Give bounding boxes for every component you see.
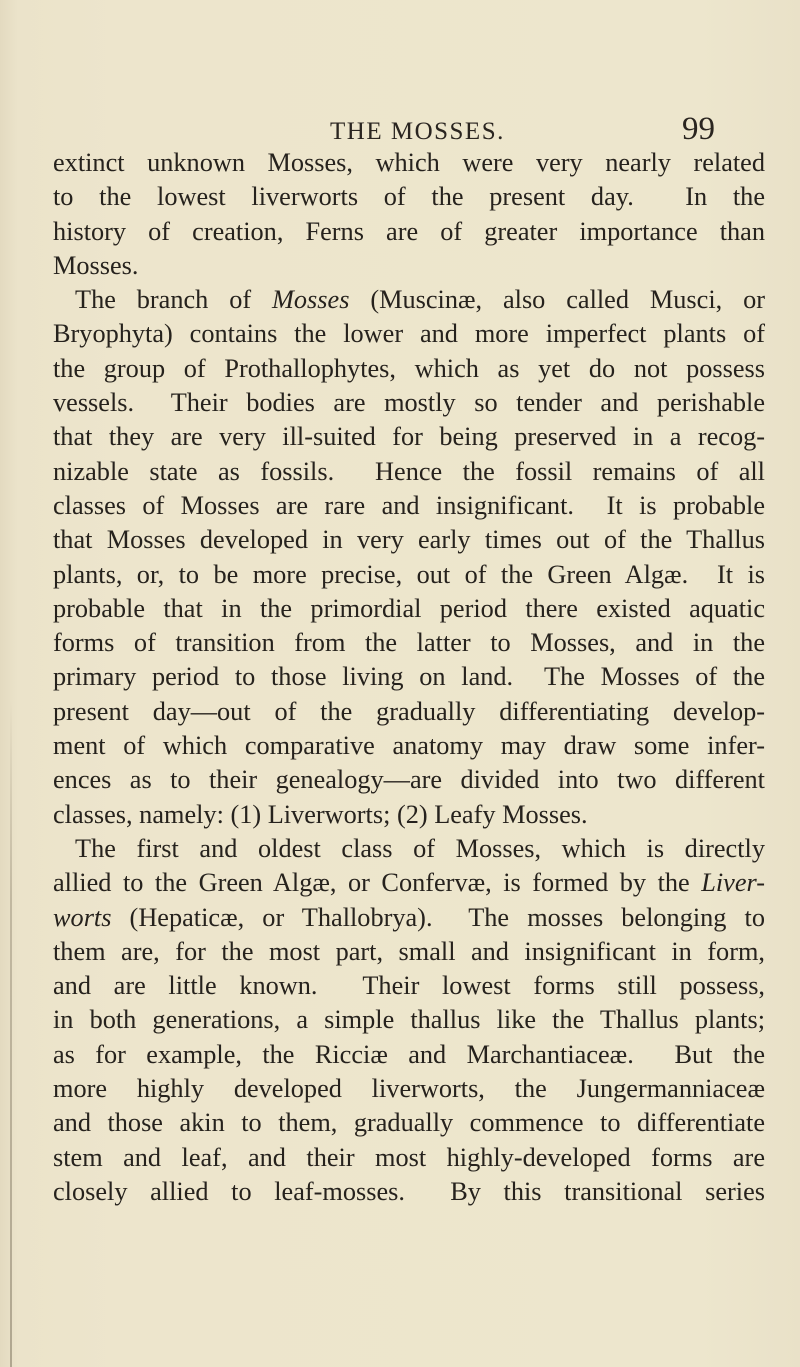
text-segment: as for example, the Ricciæ and Marchantiaceæ. But the	[53, 1039, 765, 1069]
text-segment: ences as to their genealogy—are divided into two different	[53, 765, 765, 795]
text-segment: Bryophyta) contains the lower and more imperfect plants of	[53, 319, 765, 349]
text-segment: forms of transition from the latter to Mosses, and in the	[53, 628, 765, 658]
text-segment: closely allied to leaf-mosses. By this transitional series	[53, 1176, 765, 1206]
text-segment: the group of Prothallophytes, which as yet do not possess	[53, 353, 765, 383]
text-segment: that they are very ill-suited for being preserved in a recog-	[53, 422, 765, 452]
text-line	[53, 866, 765, 900]
text-segment: classes, namely: (1) Liverworts; (2) Leafy Mosses.	[53, 799, 588, 829]
text-line	[53, 798, 765, 832]
text-segment: stem and leaf, and their most highly-developed forms are	[53, 1142, 765, 1172]
text-line	[53, 1072, 765, 1106]
text-segment: them are, for the most part, small and insignificant in form,	[53, 936, 765, 966]
text-line	[53, 901, 765, 935]
text-line	[53, 352, 765, 386]
page-gutter-shadow	[10, 700, 12, 1367]
text-segment: in both generations, a simple thallus like the Thallus plants;	[53, 1005, 765, 1035]
text-segment: primary period to those living on land. The Mosses of the	[53, 662, 765, 692]
text-segment: ment of which comparative anatomy may draw some infer-	[53, 731, 765, 761]
text-segment: nizable state as fossils. Hence the fossil remains of all	[53, 456, 765, 486]
text-line	[53, 489, 765, 523]
text-segment: extinct unknown Mosses, which were very nearly related	[53, 148, 765, 177]
text-line	[53, 832, 765, 866]
text-line	[53, 215, 765, 249]
body-text	[53, 146, 765, 1209]
text-line	[53, 1141, 765, 1175]
text-line	[53, 386, 765, 420]
text-line	[53, 592, 765, 626]
text-segment: to the lowest liverworts of the present day. In the	[53, 182, 765, 212]
text-line	[53, 558, 765, 592]
text-line	[53, 935, 765, 969]
text-segment: history of creation, Ferns are of greater importance than	[53, 216, 765, 246]
italic-term: Mosses	[272, 285, 350, 315]
text-line	[53, 729, 765, 763]
text-line	[53, 249, 765, 283]
text-line	[53, 695, 765, 729]
text-segment: Mosses.	[53, 250, 139, 280]
text-segment: vessels. Their bodies are mostly so tender and perishable	[53, 388, 765, 418]
text-line	[53, 1175, 765, 1209]
italic-term: worts	[53, 902, 112, 932]
text-segment: classes of Mosses are rare and insignificant. It is probable	[53, 490, 765, 520]
text-line	[53, 763, 765, 797]
text-segment: (Muscinæ, also called Musci, or	[349, 285, 765, 315]
text-line	[53, 660, 765, 694]
text-line	[53, 146, 765, 180]
text-segment: that Mosses developed in very early times out of the Thallus	[53, 525, 765, 555]
text-segment: present day—out of the gradually differentiating develop-	[53, 696, 765, 726]
text-segment: and those akin to them, gradually commence to differentiate	[53, 1108, 765, 1138]
running-head: THE MOSSES.	[330, 118, 505, 145]
text-segment: (Hepaticæ, or Thallobrya). The mosses belonging to	[111, 902, 765, 932]
text-segment: probable that in the primordial period there existed aquatic	[53, 593, 765, 623]
text-line	[53, 969, 765, 1003]
text-line	[53, 523, 765, 557]
text-line	[53, 180, 765, 214]
text-segment: The branch of	[75, 285, 272, 315]
text-segment: more highly developed liverworts, the Jungermanniaceæ	[53, 1074, 765, 1104]
text-segment: and are little known. Their lowest forms still possess,	[53, 971, 765, 1001]
text-line	[53, 1038, 765, 1072]
text-segment: The first and oldest class of Mosses, which is directly	[75, 833, 765, 863]
page-number: 99	[682, 111, 715, 147]
text-segment: plants, or, to be more precise, out of the Green Algæ. It is	[53, 559, 765, 589]
text-segment: allied to the Green Algæ, or Confervæ, is formed by the	[53, 868, 702, 898]
text-line	[53, 1003, 765, 1037]
text-line	[53, 317, 765, 351]
text-line	[53, 626, 765, 660]
italic-term: Liver-	[701, 868, 765, 898]
text-line	[53, 420, 765, 454]
text-line	[53, 283, 765, 317]
text-line	[53, 455, 765, 489]
text-line	[53, 1106, 765, 1140]
